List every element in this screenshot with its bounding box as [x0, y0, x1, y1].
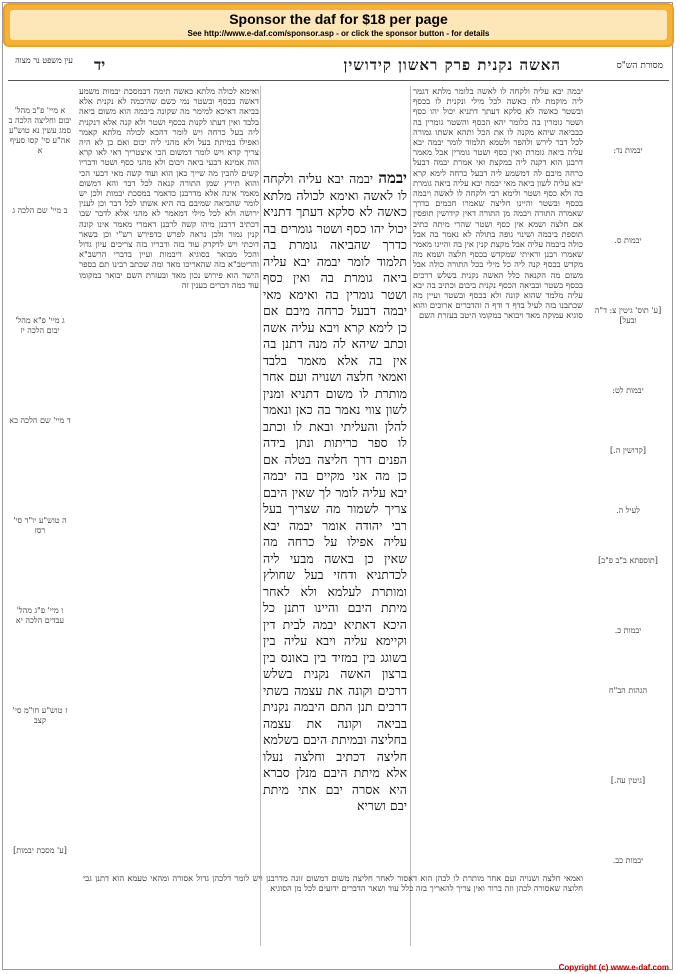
bottom-commentary: ואמאי חלצה ושנויה ועם אחר מותרת לו לכהן הוא דאסור לאחר חליצה משום דמשום זונה מדרבנן ויש לומר דלכהן גדול אסורה ומהאי טעמא הוא דתנן גבי חלוצה שאסורה לכהן וזה ברור ואין צריך להאריך בזה כלל עוד ושאר הדברים ידועים לכל מן הסוגיא	[83, 873, 583, 894]
masoret-hashas-note: הגהות הב"ח	[608, 686, 648, 695]
masoret-hashas-note: [קדושין ה.]	[610, 446, 646, 455]
masoret-hashas-note: יבמות נד:	[613, 146, 643, 155]
tosafot-commentary: ואימא לכולה מלתא כאשה תימה דבמסכת יבמות משמע דאשה בכסף ובשטר נמי כשם שהיבמה לא נקנית אלא בביאה דאיכא למימר מה שקונה ביבמה הוא משום ביאה בלבד ואין דעתו לקנות בכסף ושטר ולא קנה אלא דנקנית ליה בעל כרחה ויש לומר דהכא לכולה מלתא קאמר ואפילו במיתת בעל ולא מהני ליה יבום ואם כן לא היה צריך קרא ויש לומר דמשום הכי איצטריך דאי לאו קרא הוה אמינא דבעי ביאה ויבום ולא מהני כסף ושטר ודבריו קשים להבין מה שייך כאן הוא ועוד קשה מאי דבעי הכי והוא תירץ שמן התורה קנאה לכל דבר והא דמשום מאמר אינה אלא מדרבנן כדאמר במסכת יבמות ולכן יש לומר שהביאה שמיבם בה היא אשתו לכל דבר וכן לענין ירושה ולא לכל מילי דמאמר לא מהני אלא לדבר שבו דכתיב דרבנן מיהו קשה לרבנן דאמרי מאמר אינו קונה קנין גמור ולכן נראה לפרש כדפירש רש"י וכן בשאר דוכתי ויש לדקדק עוד בזה ודבריו בזה צריכים עיון גדול והכל מבואר בסוגיא דיבמות ועיין בדברי הרשב"א והריטב"א בזה שהאריכו מאד ומה שכתב רבינו תם בספר הישר הוא פירוש נכון מאד ובעזרת השם יבואר במקומו עוד כמה דברים בענין זה	[79, 86, 259, 290]
margin-ein-mishpat	[8, 86, 74, 952]
header-folio-number: יד	[94, 56, 106, 74]
masoret-hashas-note: יבמות ס.	[614, 236, 642, 245]
copyright-notice[interactable]: Copyright (c) www.e-daf.com	[558, 963, 669, 972]
sponsor-banner[interactable]	[3, 3, 674, 47]
page-header	[8, 52, 669, 80]
masoret-hashas-note: [גיטין עה.]	[610, 776, 646, 785]
ein-mishpat-note: ב מיי' שם הלכה ג	[12, 206, 68, 215]
header-rule	[8, 80, 669, 81]
header-masoret-hashas: מסורת הש"ס	[616, 61, 663, 71]
ein-mishpat-note: [ע' מסכת יבמות]	[13, 846, 67, 855]
gemara-opening-word: יבמה	[378, 170, 407, 187]
column-divider	[410, 86, 411, 946]
ein-mishpat-note: ד מיי' שם הלכה כא	[9, 416, 71, 425]
sponsor-title[interactable]: Sponsor the daf for $18 per page	[229, 11, 448, 27]
column-divider	[260, 86, 261, 946]
masoret-hashas-note: [תוספתא ב"ב פ"ב]	[598, 556, 658, 565]
header-chapter-title: האשה נקנית פרק ראשון קידושין	[343, 56, 561, 74]
talmud-page	[8, 50, 669, 955]
header-ein-mishpat: עין משפט נר מצוה	[15, 56, 73, 65]
masoret-hashas-note: [ע' תוס' גיטין צ: ד"ה ובעל]	[594, 306, 662, 325]
sponsor-subtitle[interactable]: See http://www.e-daf.com/sponsor.asp - or click the sponsor button - for details	[187, 29, 490, 38]
ein-mishpat-note: ה טוש"ע יו"ד סי' רסז	[13, 516, 67, 535]
masoret-hashas-note: יבמות לט:	[612, 386, 644, 395]
rashi-commentary: יבמה יבא עליה ולקחה לו לאשה בלומר מלתא דגמר ליה מוקמת לה כאשה לכל מילי ונקנית לו בכסף ובשטר כאשה לא סלקא דעתך דתניא יכול יהו כסף ושטר גומרין בה כלומר יהא הכסף והשטר גומרין בה כבביאה שיהא מקנה לו את הכל ותהא אשתו גמורה לכל דבר לירש ולהפר ולטמא תלמוד לומר יבמה יבא עליה ביאה גומרת ואין כסף ושטר גומרין אבל מאמר דרבנן הוא דקנה ליה במקצת ואי אמרת יבמה דבעל כרחה מיבם לה דמשמע ליה דבעל כרחה לימא קרא יבא עליה לשון ביאה מאי יבמה יבא עליה ביאה גומרת בה ולא כסף ושטר ולימא רבי ולקחה לו לאשה ויבמה בכסף ובשטר והיינו חליצה שאמרו חכמים בדרך שאמרה התורה ויבמה מן התורה דאין קידושין תופסין אם חלצה ושמא אין כסף ושטר שהרי מיתה כתיב תוספת ביבמה ושינוי גופה בתולה לא נאמר בה אבל כולה ביבמה עליה אבל מקצת קנין אין בה והיינו מאמר שאמרו רבנן וראיתי שמקדש בכסף חלצה ושמא מה מקדש בכסף קנה ליה כל מילי בכל התורה כולה אבל משום מה הקנאה כלל האשה נקנית בשלש דרכים בכסף בשטר ובביאה הכסף נקנית ביבום וכתיב בה יבא עליה מלמד שהוא קונה ולא בכסף ובשטר ועיין מה שכתבנו בזה לעיל בדף ד ודף ה והדברים ארוכים והוא סוגיא עמוקה מאד ויבואר במקומו היטב בעזרת השם	[413, 86, 583, 321]
masoret-hashas-note: יבמות כ.	[614, 626, 642, 635]
gemara-column	[263, 170, 407, 870]
margin-masoret-hashas	[587, 86, 669, 952]
masoret-hashas-note: לעיל ה.	[616, 506, 640, 515]
gemara-text: יבמה יבא עליה ולקחה לו לאשה ואימא לכולה מלתא כאשה לא סלקא דעתך דתניא יכול יהו כסף ושטר גומרים בה כדרך שהביאה גומרת בה תלמוד לומר יבמה יבא עליה ביאה גומרת בה ואין כסף ושטר גומרין בה ואימא מאי יבמה דבעל כרחה מיבם אם כן לימא קרא ויבא עליה אשה וכתב שיהא לה מנה דתנן בה אין בה אלא מאמר בלבד ואמאי חלצה ושנויה ועם אחר מותרת לו משום דתניא ומנין לשון צווי נאמר בה כאן ונאמר להלן והעליתי ובאת לו וכתב לו ספר כריתות ונתן בידה הפנים דרך חליצה בטלה אם כן מה אני מקיים בה יבמה יבא עליה לומר לך שאין היבם צריך לשמור מה שצריך בעל רבי יהודה אומר יבמה יבא עליה אפילו על כרחה מה שאין כן באשה מבעי ליה לכדתניא ודחזי בעל שחולץ ומותרת לעלמא ולא לאחר מיתת היבם והיינו דתנן כל היכא דאתיא יבמה לבית דין וקיימא עליה ויבא עליה בין בשוגג בין במזיד בין באונס בין ברצון האשה נקנית בשלש דרכים וקונה את עצמה בשתי דרכים תנן התם היבמה נקנית בביאה וקונה את עצמה בחליצה ובמיתת היבם בשלמא חליצה דכתיב וחלצה נעלו אלא מיתת היבם מנלן סברא היא אסרה יבם אתי מיתת יבם ושריא	[263, 171, 407, 813]
ein-mishpat-note: א מיי' פ"ב מהל' יבום וחליצה הלכה ב סמג עשין נא טוש"ע אה"ע סי' קסו סעיף א	[8, 106, 72, 155]
masoret-hashas-note: יבמות כב.	[612, 856, 644, 865]
ein-mishpat-note: ג מיי' פ"א מהל' יבום הלכה יז	[15, 316, 65, 335]
ein-mishpat-note: ז טוש"ע חו"מ סי' קצב	[12, 706, 68, 725]
ein-mishpat-note: ו מיי' פ"ג מהל' עבדים הלכה יא	[15, 606, 65, 625]
